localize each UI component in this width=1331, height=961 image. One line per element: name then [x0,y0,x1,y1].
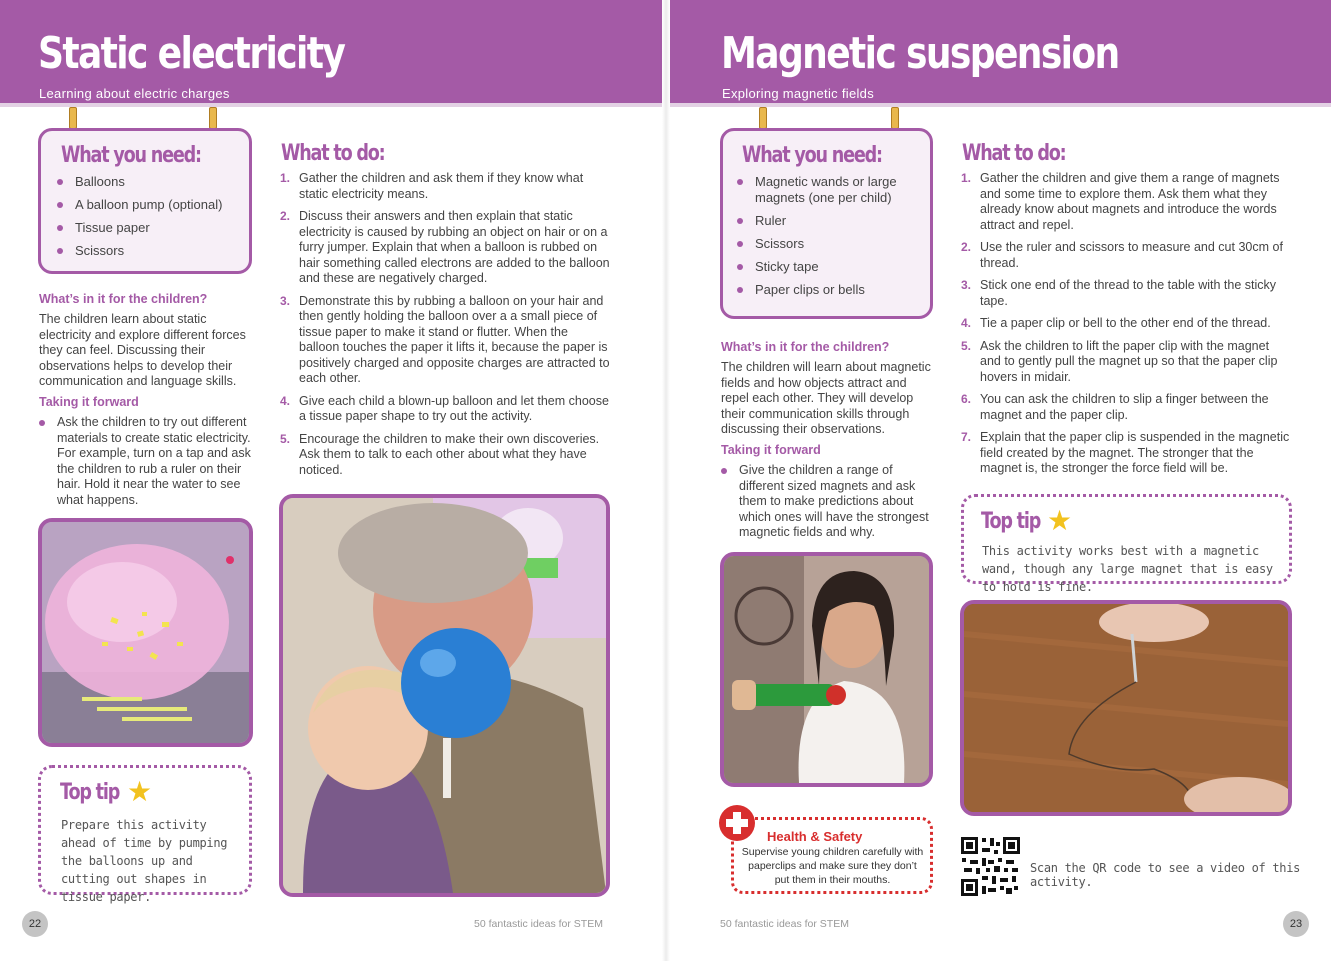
step-item [961,171,1293,233]
step-text: Tie a paper clip or bell to the other end of the thread. [980,316,1271,330]
step-number: 2. [280,209,291,223]
step-text: Stick one end of the thread to the table with the sticky tape. [980,278,1277,308]
book-gutter [662,0,670,961]
step-item [280,432,610,479]
whats-in-it-heading: What’s in it for the children? [39,292,208,306]
list-item: Paper clips or bells [737,282,922,298]
footer-text: 50 fantastic ideas for STEM [474,918,603,930]
list-item: Balloons [57,174,247,190]
girl-magnet-illustration [724,556,929,783]
whats-in-it-text: The children learn about static electricity and explore different forces they can feel. Discussing their observations helps to develop their communication and language skills. [39,312,246,388]
health-safety-heading: Health & Safety [767,829,863,844]
top-tip-heading: Top tip [60,780,120,805]
step-text: Encourage the children to make their own discoveries. Ask them to talk to each other about what they have noticed. [299,431,600,477]
top-tip-box [38,765,252,904]
paperclip-thread-photo [960,600,1292,816]
step-number: 6. [961,392,972,406]
grandfather-baby-balloon-photo [279,494,610,897]
right-page-title: Magnetic suspension [721,28,1119,79]
step-item [961,339,1293,386]
step-number: 3. [280,293,291,308]
list-item: Tissue paper [57,220,247,236]
step-text: Use the ruler and scissors to measure and cut 30cm of thread. [980,240,1283,270]
page-number-badge: 23 [1283,911,1309,937]
taking-forward-heading: Taking it forward [721,443,821,457]
step-text: Gather the children and ask them if they know what static electricity means. [299,171,584,201]
qr-code[interactable] [960,836,1021,897]
list-item: Sticky tape [737,259,922,275]
step-number: 7. [961,430,972,444]
hanger-hook [759,107,767,129]
step-item [280,209,610,287]
what-to-do-steps [280,171,610,478]
left-page-subtitle: Learning about electric charges [39,86,230,101]
health-safety-box [731,817,933,894]
needs-heading: What you need: [61,143,201,168]
step-text: Gather the children and give them a range of magnets and some time to explore them. Ask them what they already know about magnets and introduce the words attract and repel. [980,171,1280,232]
paperclip-thread-illustration [964,604,1288,812]
what-to-do-heading: What to do: [962,141,1066,166]
first-aid-icon [719,805,755,841]
needs-box [720,128,933,319]
health-safety-text: Supervise young children carefully with paperclips and make sure they don’t put them in their mouths. [741,846,924,886]
page-number-badge: 22 [22,911,48,937]
right-page-subtitle: Exploring magnetic fields [722,86,875,101]
hanger-hook [891,107,899,129]
step-item [280,171,610,202]
step-number: 1. [280,171,291,185]
step-number: 3. [961,278,972,292]
step-number: 4. [961,316,972,330]
list-item: Magnetic wands or large magnets (one per child) [737,174,922,206]
star-icon: ★ [127,776,153,807]
left-header-rule [0,103,666,107]
star-icon: ★ [1047,505,1073,536]
step-text: Discuss their answers and then explain that static electricity is caused by rubbing an object on hair or on a furry jumper. Explain that when a balloon is rubbed on hair something called electrons are added to the balloon and these are negatively charged. [299,209,610,285]
step-item [280,394,610,425]
balloon-tissue-photo [38,518,253,747]
whats-in-it-text: The children will learn about magnetic fields and how objects attract and repel each other. They will develop their communication skills through discussing their observations. [721,360,931,436]
top-tip-box [961,494,1292,594]
step-item [961,430,1293,477]
hanger-hook [69,107,77,129]
step-item [961,316,1293,332]
girl-magnet-photo [720,552,933,787]
list-item: Scissors [57,243,247,259]
top-tip-text: This activity works best with a magnetic wand, though any large magnet that is easy to hold is fine. [982,544,1273,594]
step-number: 5. [961,338,972,353]
left-page-title: Static electricity [38,28,345,79]
top-tip-heading: Top tip [981,509,1041,534]
step-number: 1. [961,171,972,185]
balloon-tissue-illustration [42,522,249,743]
what-to-do-steps [961,171,1293,477]
step-number: 4. [280,393,291,408]
step-text: Demonstrate this by rubbing a balloon on your hair and then gently holding the balloon over a a small piece of tissue paper to make it stand or flutter. When the balloon touches the paper it lifts it, because the paper is positively charged and opposite charges are attracted to each other. [299,293,610,385]
step-item [961,278,1293,309]
step-text: Ask the children to lift the paper clip with the magnet and to gently pull the magnet up so that the paper clip hovers in midair. [980,338,1278,384]
needs-list [57,174,247,259]
step-item [280,294,610,387]
needs-heading: What you need: [742,143,882,168]
step-number: 2. [961,240,972,254]
list-item: Ruler [737,213,922,229]
qr-caption: Scan the QR code to see a video of this activity. [1030,861,1301,889]
balloon-child-illustration [283,498,606,893]
list-item: A balloon pump (optional) [57,197,247,213]
whats-in-it-heading: What’s in it for the children? [721,340,890,354]
needs-list [737,174,922,298]
list-item: Ask the children to try out different materials to create static electricity. For example, turn on a tap and ask the children to rub a ruler on their hair. Hold it near the water to see what happens. [39,415,255,508]
step-text: You can ask the children to slip a finger between the magnet and the paper clip. [980,392,1269,422]
list-item: Scissors [737,236,922,252]
taking-forward-heading: Taking it forward [39,395,139,409]
step-text: Explain that the paper clip is suspended in the magnetic field created by the magnet. The stronger that the magnet is, the stronger the force field will be. [980,430,1290,475]
what-to-do-heading: What to do: [281,141,385,166]
top-tip-text: Prepare this activity ahead of time by pumping the balloons up and cutting out shapes in tissue paper. [61,818,228,904]
taking-forward-list [39,415,255,508]
step-item [961,392,1293,423]
footer-text: 50 fantastic ideas for STEM [720,918,849,930]
step-text: Give each child a blown-up balloon and let them choose a tissue paper shape to try out the activity. [299,393,609,423]
hanger-hook [209,107,217,129]
needs-box [38,128,252,274]
step-item [961,240,1293,271]
step-number: 5. [280,431,291,446]
taking-forward-list [721,463,937,541]
list-item: Give the children a range of different sized magnets and ask them to make predictions about which ones will have the strongest magnetic fields and why. [721,463,937,541]
